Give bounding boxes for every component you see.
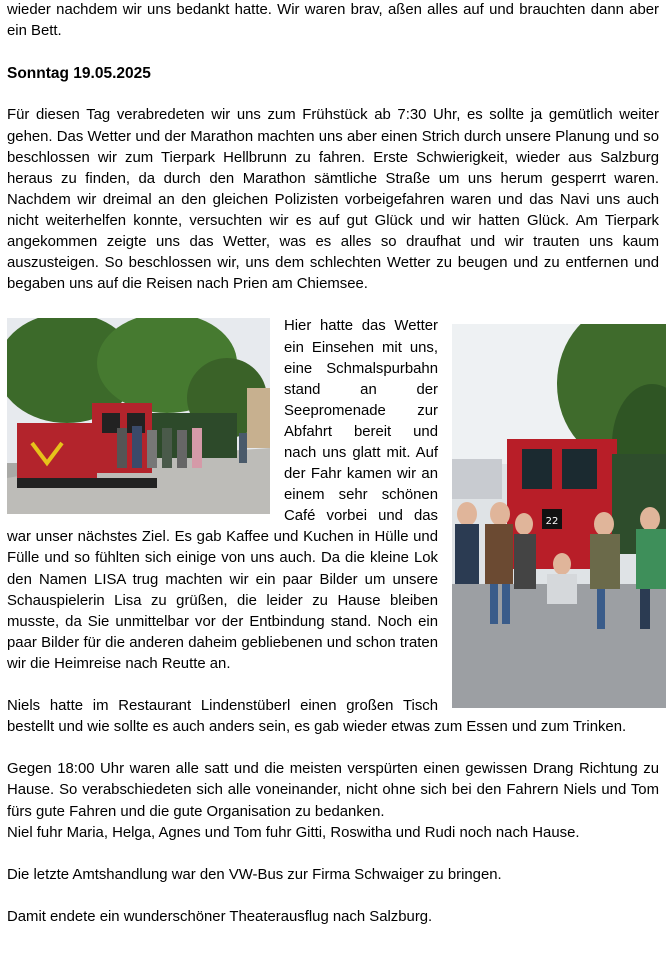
- intro-paragraph: wieder nachdem wir uns bedankt hatte. Wir waren brav, aßen alles auf und brauchten dann aber ein Bett.: [7, 2, 659, 40]
- photo-train-image: [7, 318, 270, 514]
- photo-group-image: [452, 324, 666, 708]
- paragraph-3: Niels hatte im Restaurant Lindenstüberl einen großen Tisch bestellt und wie sollte es auch anders sein, es gab wieder etwas zum Essen und zum Trinken.: [7, 698, 627, 736]
- svg-text:22: 22: [545, 516, 559, 528]
- photo-group-locomotive: [452, 324, 666, 708]
- paragraph-1: Für diesen Tag verabredeten wir uns zum Frühstück ab 7:30 Uhr, es sollte ja gemütlich weiter gehen. Das Wetter und der Marathon machten uns aber einen Strich durch unsere Planung und so beschlossen wir zum Tierpark Hellbrunn zu fahren. Erste Schwierigkeit, wieder aus Salzburg heraus zu finden, da durch den Marathon sämtliche Straße um uns herum gesperrt waren. Nachdem wir dreimal an den gleichen Polizisten vorbeigefahren waren und das Navi uns auch nicht weiterhelfen konnte, versuchten wir es auf gut Glück und wir hatten Glück. Am Tierpark angekommen zeigte uns das Wetter, was es alles so draufhat und wir trauten uns kaum auszusteigen. So beschlossen wir, uns dem schlechten Wetter zu beugen und zu entfernen und begaben uns auf die Reisen nach Prien am Chiemsee.: [7, 107, 659, 293]
- photo-locomotive-train: [7, 318, 270, 514]
- paragraph-4: Gegen 18:00 Uhr waren alle satt und die meisten verspürten einen gewissen Drang Richtung zu Hause. So verabschiedeten sich alle voneinander, nicht ohne sich bei den Fahrern Niels und Tom fürs gute Fahren und die gute Organisation zu bedanken.: [7, 761, 659, 820]
- paragraph-6: Damit endete ein wunderschöner Theaterausflug nach Salzburg.: [7, 909, 433, 926]
- document-page: [7, 0, 659, 928]
- paragraph-2: Hier hatte das Wetter ein Einsehen mit uns, eine Schmalspurbahn stand an der Seepromenade zur Abfahrt bereit und nach uns glatt mit. Auf der Fahr kamen wir an einem sehr schönen Café vorbei und das war unser nächstes Ziel. Es gab Kaffee und Kuchen in Hülle und Fülle und so fühlten sich einige von uns auch. Da die kleine Lok den Namen LISA trug machten wir ein paar Bilder um unsere Schauspielerin Lisa zu grüßen, die leider zu Hause bleiben musste, da Sie unmittelbar vor der Entbindung stand. Noch ein paar Bilder für die anderen daheim gebliebenen und schon traten wir die Heimreise nach Reutte an.: [7, 318, 438, 672]
- paragraph-4b: Niel fuhr Maria, Helga, Agnes und Tom fuhr Gitti, Roswitha und Rudi noch nach Hause.: [7, 824, 580, 841]
- paragraph-5: Die letzte Amtshandlung war den VW-Bus zur Firma Schwaiger zu bringen.: [7, 866, 502, 883]
- section-heading: Sonntag 19.05.2025: [7, 65, 151, 83]
